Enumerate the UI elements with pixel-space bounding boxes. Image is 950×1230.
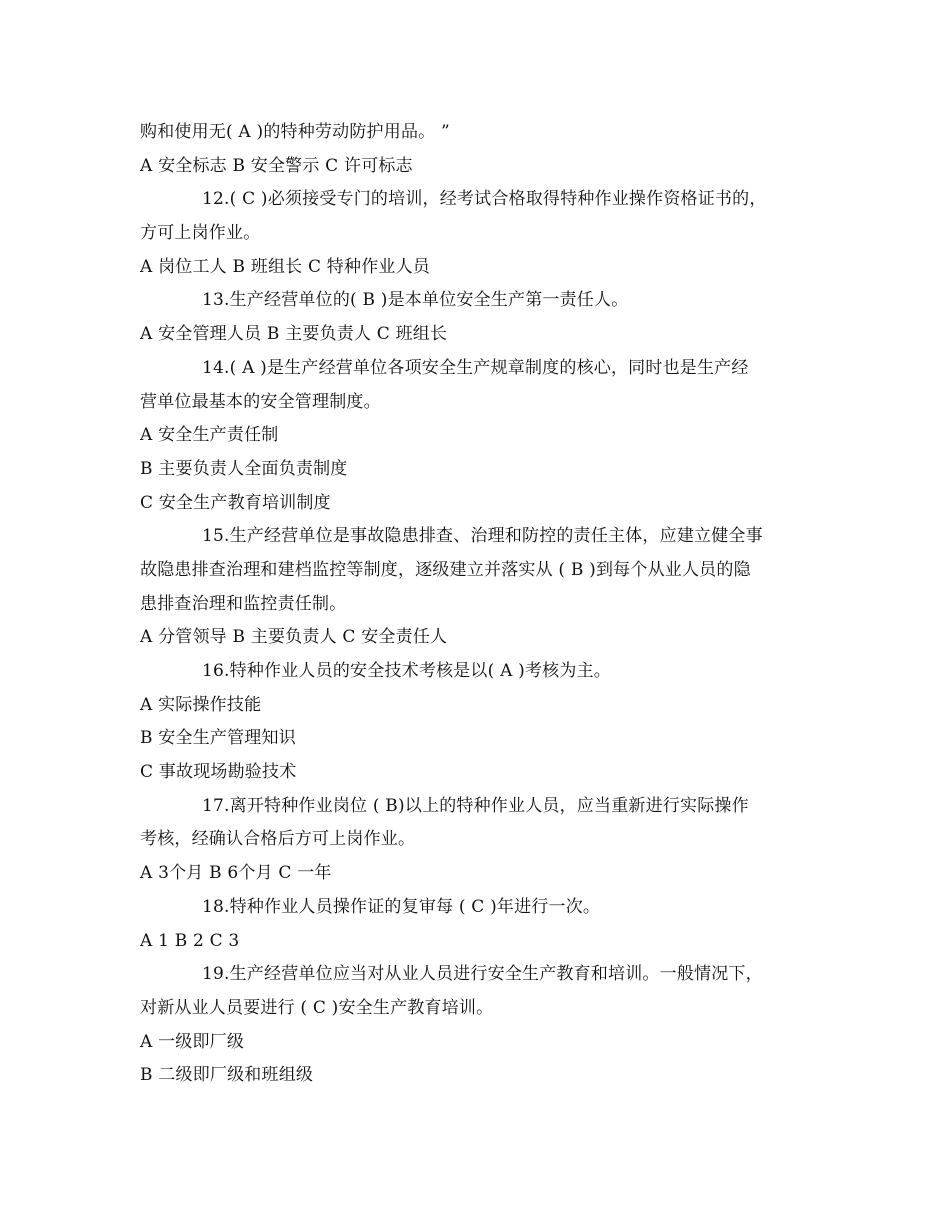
option-line: B 主要负责人全面负责制度: [140, 458, 348, 479]
question-12: 12.( C )必须接受专门的培训，经考试合格取得特种作业操作资格证书的，: [202, 189, 767, 210]
text-line: 营单位最基本的安全管理制度。: [140, 391, 381, 412]
text-line: 对新从业人员要进行 ( C )安全生产教育培训。: [140, 997, 494, 1018]
question-17: 17.离开特种作业岗位 ( B)以上的特种作业人员，应当重新进行实际操作: [202, 795, 749, 816]
option-line: A 安全生产责任制: [140, 425, 279, 446]
question-13: 13.生产经营单位的( B )是本单位安全生产第一责任人。: [202, 290, 629, 311]
option-line: B 安全生产管理知识: [140, 728, 296, 749]
question-15: 15.生产经营单位是事故隐患排查、治理和防控的责任主体，应建立健全事: [202, 526, 763, 547]
option-line: A 分管领导 B 主要负责人 C 安全责任人: [140, 627, 448, 648]
text-line: 考核，经确认合格后方可上岗作业。: [140, 829, 416, 850]
question-19: 19.生产经营单位应当对从业人员进行安全生产教育和培训。一般情况下，: [202, 964, 763, 985]
option-line: C 事故现场勘验技术: [140, 762, 297, 783]
option-line: A 一级即厂级: [140, 1031, 245, 1052]
text-line: 故隐患排查治理和建档监控等制度，逐级建立并落实从 ( B )到每个从业人员的隐: [140, 559, 751, 580]
question-18: 18.特种作业人员操作证的复审每 ( C )年进行一次。: [202, 896, 601, 917]
option-line: B 二级即厂级和班组级: [140, 1065, 314, 1086]
text-line: 患排查治理和监控责任制。: [140, 593, 347, 614]
option-line: A 安全管理人员 B 主要负责人 C 班组长: [140, 324, 448, 345]
option-line: A 1 B 2 C 3: [140, 930, 240, 951]
document-body: [140, 116, 820, 1093]
question-14: 14.( A )是生产经营单位各项安全生产规章制度的核心，同时也是生产经: [202, 357, 749, 378]
option-line: A 实际操作技能: [140, 694, 262, 715]
text-line: 方可上岗作业。: [140, 223, 261, 244]
text-line: 购和使用无( A )的特种劳动防护用品。 ”: [140, 122, 450, 142]
option-line: A 3个月 B 6个月 C 一年: [140, 863, 332, 884]
option-line: A 岗位工人 B 班组长 C 特种作业人员: [140, 256, 430, 277]
option-line: A 安全标志 B 安全警示 C 许可标志: [140, 155, 413, 176]
option-line: C 安全生产教育培训制度: [140, 492, 331, 513]
question-16: 16.特种作业人员的安全技术考核是以( A )考核为主。: [202, 661, 611, 681]
